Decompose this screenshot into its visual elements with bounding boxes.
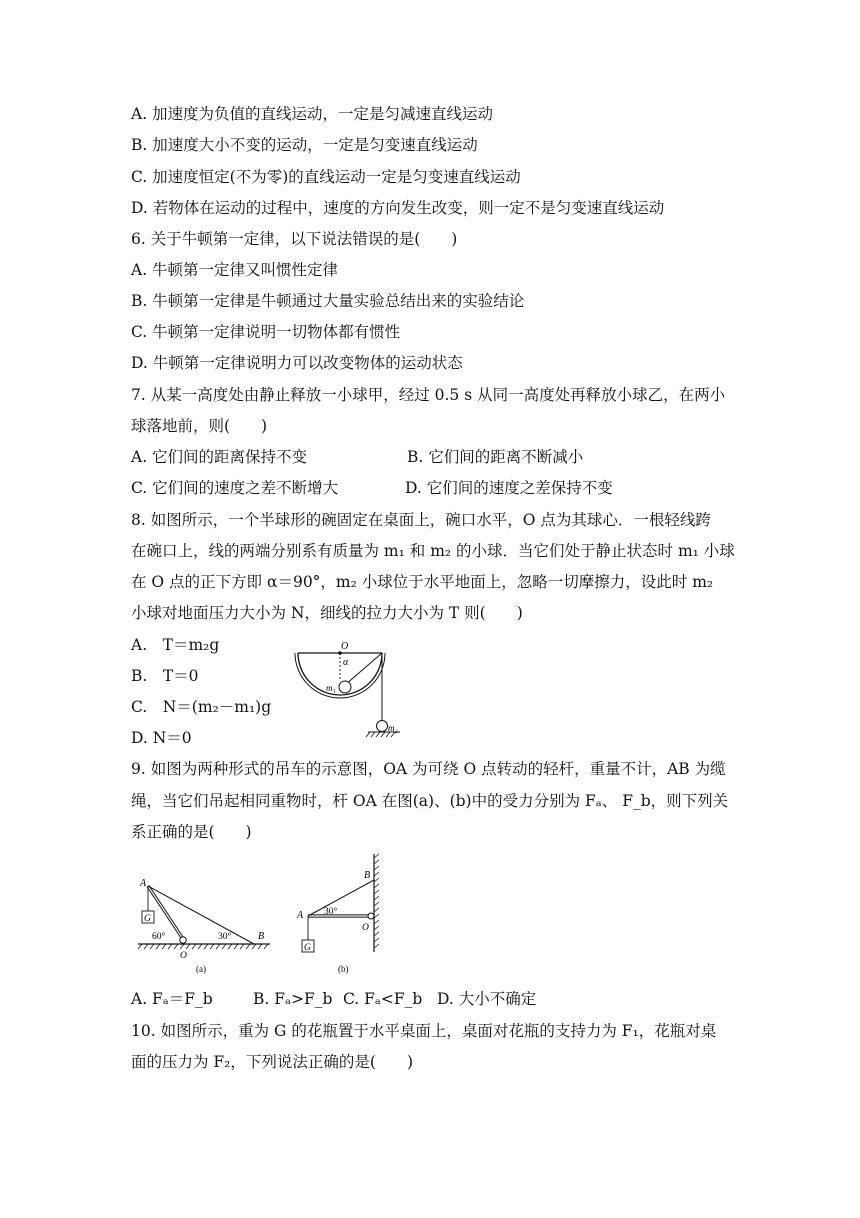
label-a: A <box>140 878 147 889</box>
label-o: O <box>341 641 349 652</box>
q9-stem-line1: 9. 如图为两种形式的吊车的示意图，OA 为可绕 O 点转动的轻杆，重量不计，AB 为缆 <box>131 760 726 778</box>
pivot-o <box>368 913 374 919</box>
q8-stem-line4: 小球对地面压力大小为 N，细线的拉力大小为 T 则( ) <box>131 604 523 622</box>
q6-stem: 6. 关于牛顿第一定律，以下说法错误的是( ) <box>131 230 458 248</box>
q9-option-c: C. Fₐ<F_b <box>343 990 423 1008</box>
m2-ball <box>377 721 388 732</box>
caption-b: (b) <box>338 964 349 974</box>
m1-ball <box>339 681 351 693</box>
q8-option-a: A. T＝m₂g <box>131 636 220 654</box>
q10-stem-line2: 面的压力为 F₂，下列说法正确的是( ) <box>131 1053 413 1071</box>
label-g: G <box>304 943 311 953</box>
q9-figure-b <box>288 852 398 978</box>
q6-option-b: B. 牛顿第一定律是牛顿通过大量实验总结出来的实验结论 <box>131 292 525 310</box>
q8-stem-line2: 在碗口上，线的两端分别系有质量为 m₁ 和 m₂ 的小球．当它们处于静止状态时 m₁ 小球 <box>131 542 735 560</box>
q8-stem-line1: 8. 如图所示，一个半球形的碗固定在桌面上，碗口水平，O 点为其球心．一根轻线跨 <box>131 511 711 529</box>
wall-hatch <box>374 854 379 948</box>
q5-option-d: D. 若物体在运动的过程中，速度的方向发生改变，则一定不是匀变速直线运动 <box>131 199 665 217</box>
q7-option-d: D. 它们间的速度之差保持不变 <box>405 479 613 497</box>
q7-option-b: B. 它们间的距离不断减小 <box>407 448 584 466</box>
q9-option-b: B. Fₐ>F_b <box>253 990 333 1008</box>
q10-stem-line1: 10. 如图所示，重为 G 的花瓶置于水平桌面上，桌面对花瓶的支持力为 F₁，花瓶对桌 <box>131 1022 717 1040</box>
q8-option-c: C. N＝(m₂－m₁)g <box>131 698 272 716</box>
label-o: O <box>180 951 187 961</box>
label-g: G <box>144 914 151 924</box>
q7-option-a: A. 它们间的距离保持不变 <box>131 448 308 466</box>
q8-option-d: D. N＝0 <box>131 729 192 747</box>
q7-stem-line2: 球落地前，则( ) <box>131 417 268 435</box>
caption-a: (a) <box>196 964 206 974</box>
q7-option-c: C. 它们间的速度之差不断增大 <box>131 479 339 497</box>
label-30: 30° <box>324 907 338 917</box>
q5-option-b: B. 加速度大小不变的运动，一定是匀变速直线运动 <box>131 136 478 154</box>
q8-bowl-figure <box>290 640 410 744</box>
q7-stem-line1: 7. 从某一高度处由静止释放一小球甲，经过 0.5 s 从同一高度处再释放小球乙，在两小 <box>131 386 726 404</box>
label-m2: m₂ <box>388 723 398 733</box>
q5-option-c: C. 加速度恒定(不为零)的直线运动一定是匀变速直线运动 <box>131 168 521 186</box>
q8-stem-line3: 在 O 点的正下方即 α＝90°，m₂ 小球位于水平地面上，忽略一切摩擦力，设此时 m₂ <box>131 573 714 591</box>
q6-option-c: C. 牛顿第一定律说明一切物体都有惯性 <box>131 323 401 341</box>
q9-option-a: A. Fₐ＝F_b <box>131 990 213 1008</box>
q6-option-a: A. 牛顿第一定律又叫惯性定律 <box>131 261 339 279</box>
q8-option-b: B. T＝0 <box>131 667 199 685</box>
label-30: 30° <box>218 932 232 942</box>
pivot-o <box>180 937 186 943</box>
q5-option-a: A. 加速度为负值的直线运动，一定是匀减速直线运动 <box>131 105 494 123</box>
label-b: B <box>258 931 265 942</box>
q9-stem-line2: 绳，当它们吊起相同重物时，杆 OA 在图(a)、(b)中的受力分别为 Fₐ、 F_b，则下列关 <box>131 792 729 810</box>
label-alpha: α <box>343 657 349 668</box>
label-a: A <box>297 910 304 921</box>
q9-stem-line3: 系正确的是( ) <box>131 823 252 841</box>
cable-ab <box>308 880 374 916</box>
bowl-arc-outer <box>295 653 385 698</box>
ground-hatch <box>138 944 268 949</box>
label-m1: m₁ <box>326 683 336 693</box>
q9-option-d: D. 大小不确定 <box>437 990 537 1008</box>
label-60: 60° <box>152 932 166 942</box>
q9-figure-a <box>128 866 278 978</box>
label-b: B <box>364 870 371 881</box>
q6-option-d: D. 牛顿第一定律说明力可以改变物体的运动状态 <box>131 354 463 372</box>
label-o: O <box>362 923 369 933</box>
